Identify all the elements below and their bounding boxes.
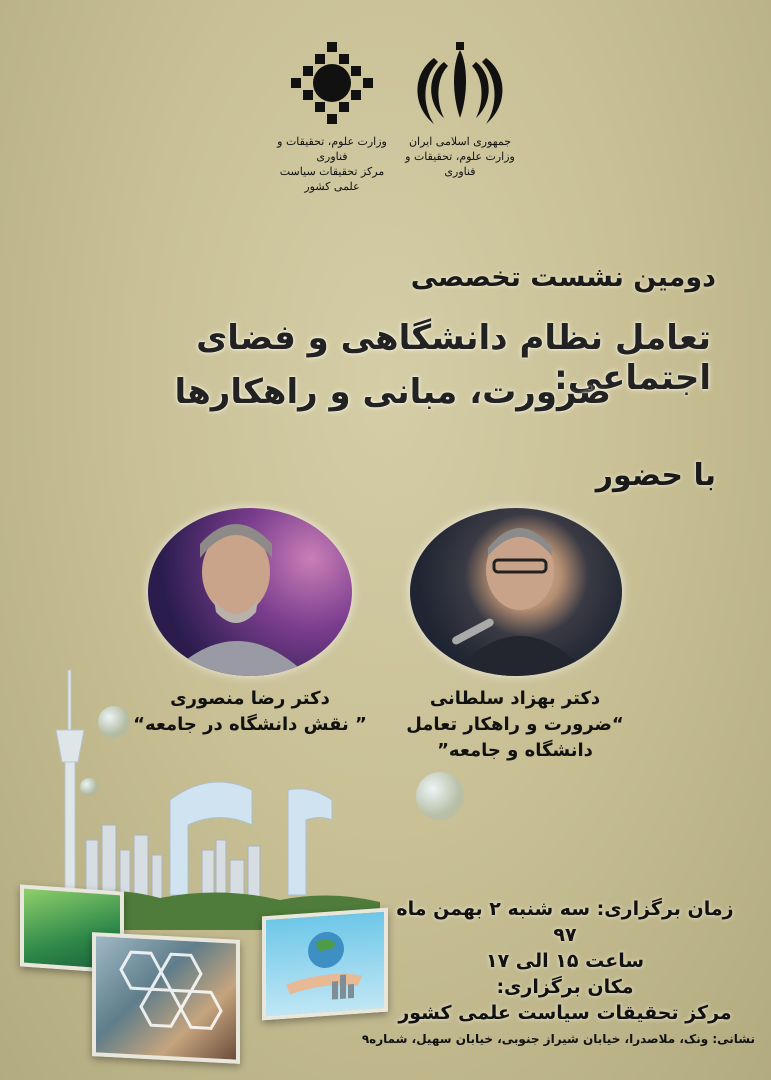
speaker-topic-line: دانشگاه و جامعه” bbox=[437, 740, 593, 761]
tower-icon bbox=[56, 670, 84, 902]
event-hours: ساعت ۱۵ الی ۱۷ bbox=[485, 950, 645, 972]
globe-in-hand-icon bbox=[266, 912, 384, 1016]
portrait-figure-icon bbox=[410, 508, 622, 676]
event-address: نشانی: ونک، ملاصدرا، خیابان شیراز جنوبی، خیابان سهیل، شماره۹ bbox=[361, 1032, 755, 1046]
speaker-topic-mansouri: ” نقش دانشگاه در جامعه“ bbox=[133, 714, 367, 735]
decorative-bubble bbox=[416, 772, 464, 820]
logo-caption-line: مرکز تحقیقات سیاست علمی کشور bbox=[279, 165, 385, 193]
event-series: دومین نشست تخصصی bbox=[410, 262, 716, 293]
logo-caption-line: جمهوری اسلامی ایران bbox=[408, 135, 512, 148]
iran-emblem-logo bbox=[400, 40, 520, 180]
image-frame-globe-hand bbox=[262, 908, 388, 1021]
with-presence-label: با حضور bbox=[595, 458, 716, 493]
logo-caption-line: وزارت علوم، تحقیقات و فناوری bbox=[405, 150, 515, 178]
speaker-topic-soltani bbox=[388, 712, 642, 764]
event-title-line2: ضرورت، مبانی و راهکارها bbox=[174, 372, 611, 412]
event-place-label: مکان برگزاری: bbox=[496, 976, 634, 998]
speaker-topic-line: “ضرورت و راهکار تعامل bbox=[406, 714, 624, 735]
logo-caption-line: وزارت علوم، تحقیقات و فناوری bbox=[277, 135, 387, 163]
speaker-name-mansouri: دکتر رضا منصوری bbox=[170, 688, 330, 709]
diamond-pattern-icon bbox=[272, 40, 392, 130]
hexagon-collage-icon bbox=[96, 936, 236, 1059]
speaker-photo-soltani bbox=[410, 508, 622, 676]
event-details bbox=[395, 896, 735, 1026]
event-date: زمان برگزاری: سه شنبه ۲ بهمن ماه ۹۷ bbox=[396, 898, 734, 946]
event-place: مرکز تحقیقات سیاست علمی کشور bbox=[398, 1002, 732, 1024]
msrt-cssp-logo bbox=[272, 40, 392, 193]
event-title-line1: تعامل نظام دانشگاهی و فضای اجتماعی: bbox=[196, 318, 711, 398]
image-frame-collage bbox=[92, 932, 240, 1064]
iran-emblem-icon bbox=[400, 40, 520, 130]
speaker-name-soltani: دکتر بهزاد سلطانی bbox=[429, 688, 601, 709]
